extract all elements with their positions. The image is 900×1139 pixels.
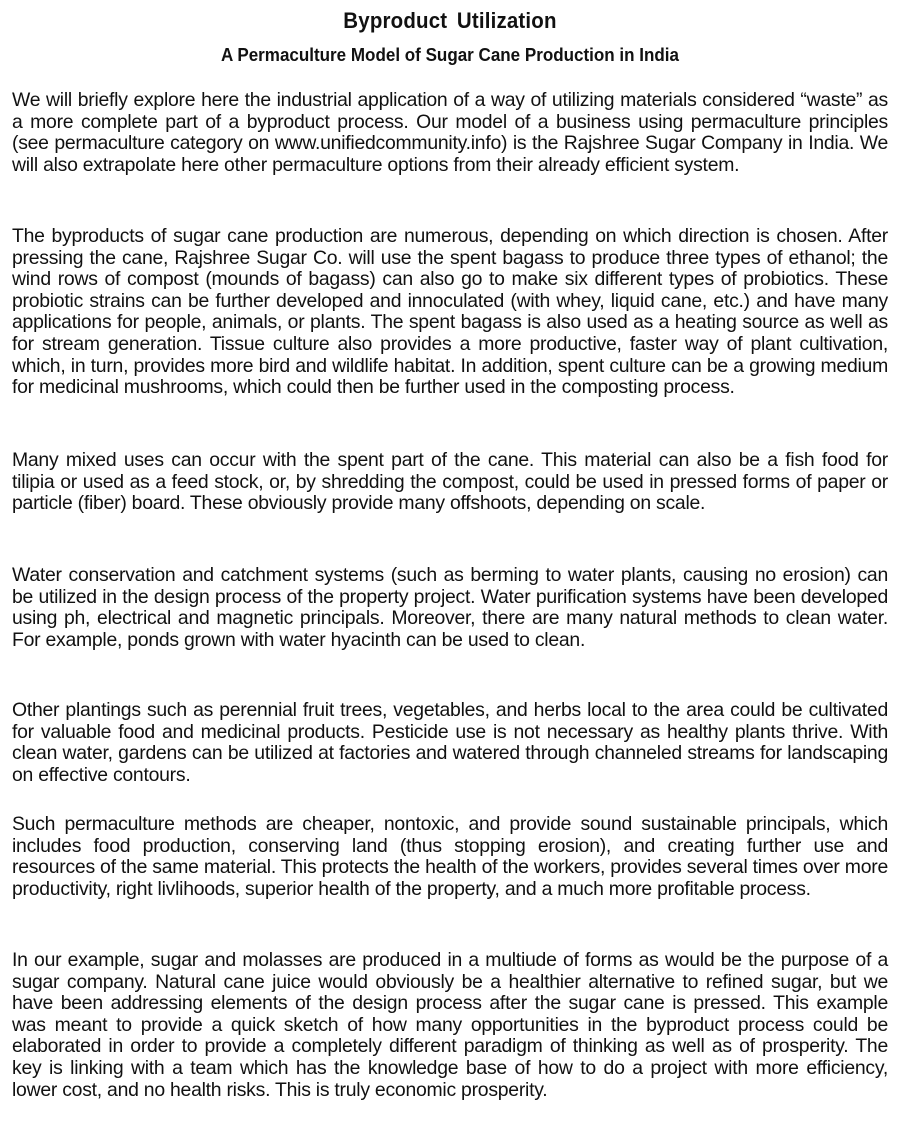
paragraph-other-plantings: Other plantings such as perennial fruit trees, vegetables, and herbs local to the area could be cultivated for valuable food and medicinal products. Pesticide use is not necessary as healthy plants thrive. With clean water, gardens can be utilized at factories and watered through channeled streams for landscaping on effective contours.	[12, 699, 888, 786]
paragraph-intro: We will briefly explore here the industrial application of a way of utilizing materials considered “waste” as a more complete part of a byproduct process. Our model of a business using permaculture principles (see permaculture category on www.unifiedcommunity.info) is the Rajshree Sugar Company in India. We will also extrapolate here other permaculture options from their already efficient system.	[12, 89, 888, 176]
paragraph-conclusion: In our example, sugar and molasses are produced in a multiude of forms as would be the purpose of a sugar company. Natural cane juice would obviously be a healthier alternative to refined sugar, but we have been addressing elements of the design process after the sugar cane is pressed. This example was meant to provide a quick sketch of how many opportunities in the byproduct process could be elaborated in order to provide a completely different paradigm of thinking as well as of prosperity. The key is linking with a team which has the knowledge base of how to do a project with more efficiency, lower cost, and no health risks. This is truly economic prosperity.	[12, 949, 888, 1101]
paragraph-water-conservation: Water conservation and catchment systems (such as berming to water plants, causing no erosion) can be utilized in the design process of the property project. Water purification systems have been developed using ph, electrical and magnetic principals. Moreover, there are many natural methods to clean water. For example, ponds grown with water hyacinth can be used to clean.	[12, 564, 888, 651]
document-title: Byproduct Utilization	[343, 8, 557, 33]
paragraph-byproducts: The byproducts of sugar cane production are numerous, depending on which direction is chosen. After pressing the cane, Rajshree Sugar Co. will use the spent bagass to produce three types of ethanol; the wind rows of compost (mounds of bagass) can also go to make six different types of probiotics. These probiotic strains can be further developed and innoculated (with whey, liquid cane, etc.) and have many applications for people, animals, or plants. The spent bagass is also used as a heating source as well as for stream generation. Tissue culture also provides a more productive, faster way of plant cultivation, which, in turn, provides more bird and wildlife habitat. In addition, spent culture can be a growing medium for medicinal mushrooms, which could then be further used in the composting process.	[12, 225, 888, 399]
paragraph-mixed-uses: Many mixed uses can occur with the spent part of the cane. This material can also be a fish food for tilipia or used as a feed stock, or, by shredding the compost, could be used in pressed forms of paper or particle (fiber) board. These obviously provide many offshoots, depending on scale.	[12, 449, 888, 515]
paragraph-permaculture-methods: Such permaculture methods are cheaper, nontoxic, and provide sound sustainable principals, which includes food production, conserving land (thus stopping erosion), and creating further use and resources of the same material. This protects the health of the workers, provides several times over more productivity, right livlihoods, superior health of the property, and a much more profitable process.	[12, 813, 888, 900]
document-subtitle: A Permaculture Model of Sugar Cane Production in India	[220, 44, 680, 65]
